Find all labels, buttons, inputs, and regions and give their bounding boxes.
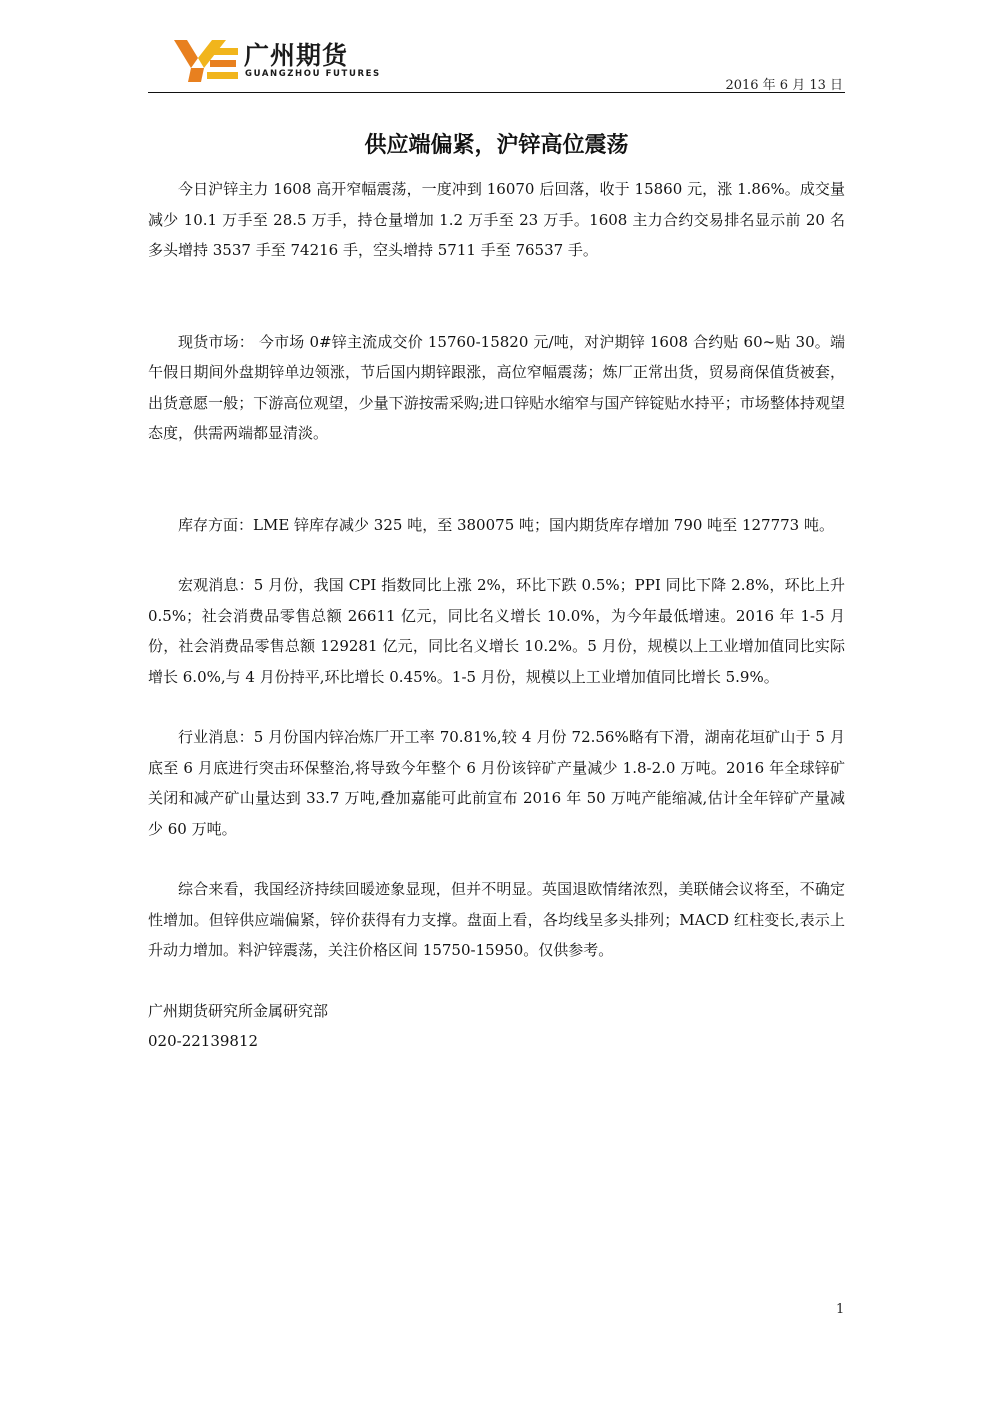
header-divider — [148, 92, 845, 93]
logo-text-cn: 广州期货 — [244, 41, 349, 70]
page-header — [148, 34, 845, 92]
guangzhou-futures-logo-icon — [174, 38, 240, 82]
signature-department: 广州期货研究所金属研究部 — [148, 1001, 329, 1020]
report-title: 供应端偏紧，沪锌高位震荡 — [364, 133, 629, 158]
page-number: 1 — [836, 1302, 845, 1317]
paragraph-macro-news: 宏观消息：5 月份，我国 CPI 指数同比上涨 2%，环比下跌 0.5%；PPI 同比下降 2.8%，环比上升 0.5%；社会消费品零售总额 26611 亿元，同比名义增长 10.0%，为今年最低增速。2016 年 1-5 月份，社会消费品零售总额 129281 亿元，同比名义增长 10.2%。5 月份，规模以上工业增加值同比实际增长 6.0%,与 4 月份持平,环比增长 0.45%。1-5 月份，规模以上工业增加值同比增长 5.9%。 — [148, 576, 845, 686]
paragraph-inventory: 库存方面：LME 锌库存减少 325 吨，至 380075 吨；国内期货库存增加 790 吨至 127773 吨。 — [178, 515, 834, 534]
paragraph-market-summary: 今日沪锌主力 1608 高开窄幅震荡，一度冲到 16070 后回落，收于 15860 元，涨 1.86%。成交量减少 10.1 万手至 28.5 万手，持仓量增加 1.2 万手至 23 万手。1608 主力合约交易排名显示前 20 名多头增持 3537 手至 74216 手，空头增持 5711 手至 76537 手。 — [148, 180, 845, 259]
paragraph-conclusion: 综合来看，我国经济持续回暖迹象显现，但并不明显。英国退欧情绪浓烈，美联储会议将至，不确定性增加。但锌供应端偏紧，锌价获得有力支撑。盘面上看，各均线呈多头排列；MACD 红柱变长,表示上升动力增加。料沪锌震荡，关注价格区间 15750-15950。仅供参考。 — [148, 880, 845, 959]
paragraph-industry-news: 行业消息：5 月份国内锌冶炼厂开工率 70.81%,较 4 月份 72.56%略有下滑，湖南花垣矿山于 5 月底至 6 月底进行突击环保整治,将导致今年整个 6 月份该锌矿产量减少 1.8-2.0 万吨。2016 年全球锌矿关闭和减产矿山量达到 33.7 万吨,叠加嘉能可此前宣布 2016 年 50 万吨产能缩减,估计全年锌矿产量减少 60 万吨。 — [148, 728, 845, 838]
paragraph-spot-market: 现货市场： 今市场 0#锌主流成交价 15760-15820 元/吨，对沪期锌 1608 合约贴 60~贴 30。端午假日期间外盘期锌单边领涨，节后国内期锌跟涨，高位窄幅震荡；炼厂正常出货，贸易商保值货被套，出货意愿一般；下游高位观望，少量下游按需采购;进口锌贴水缩窄与国产锌锭贴水持平；市场整体持观望态度，供需两端都显清淡。 — [148, 332, 845, 442]
logo-text-en: GUANGZHOU FUTURES — [245, 69, 381, 79]
report-date: 2016 年 6 月 13 日 — [725, 78, 843, 93]
signature-phone: 020-22139812 — [148, 1032, 259, 1050]
report-body — [148, 174, 845, 1057]
